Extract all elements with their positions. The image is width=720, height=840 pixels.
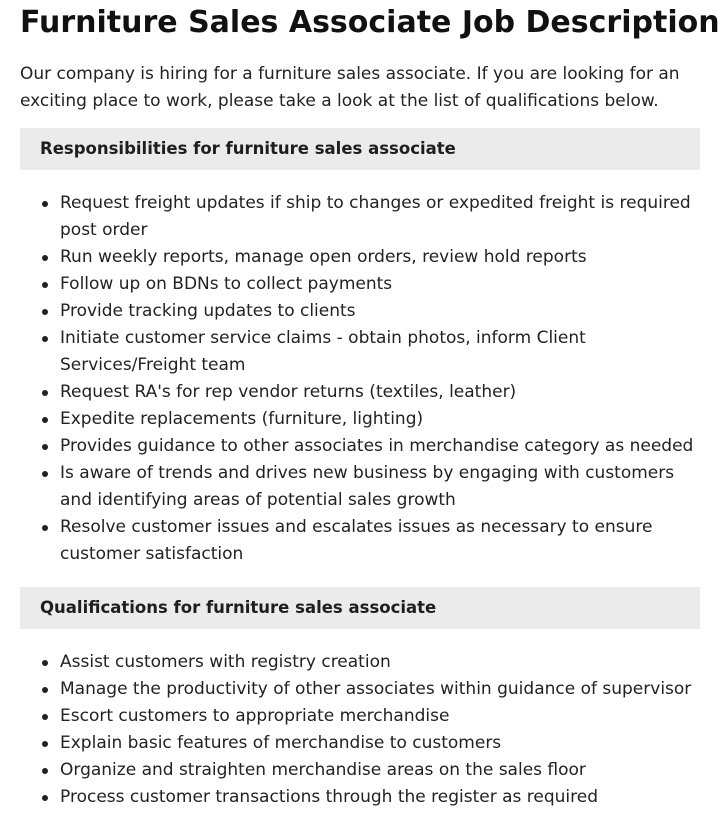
list-item-text: Follow up on BDNs to collect payments [60, 274, 393, 294]
list-item [20, 325, 700, 379]
list-item [20, 784, 700, 811]
bullet-icon [42, 795, 48, 801]
bullet-icon [42, 417, 48, 423]
bullet-icon [42, 255, 48, 261]
list-item [20, 433, 700, 460]
list-item [20, 190, 700, 244]
bullet-icon [42, 282, 48, 288]
list-item [20, 514, 700, 568]
responsibilities-heading: Responsibilities for furniture sales associate [20, 128, 700, 170]
list-item-text: Provide tracking updates to clients [60, 301, 356, 321]
list-item [20, 649, 700, 676]
list-item-text: Request RA's for rep vendor returns (textiles, leather) [60, 382, 517, 402]
bullet-icon [42, 687, 48, 693]
list-item-text: Request freight updates if ship to changes or expedited freight is required post order [60, 193, 691, 240]
bullet-icon [42, 201, 48, 207]
list-item [20, 460, 700, 514]
qualifications-list [20, 649, 700, 811]
bullet-icon [42, 444, 48, 450]
list-item-text: Manage the productivity of other associates within guidance of supervisor [60, 679, 692, 699]
bullet-icon [42, 336, 48, 342]
responsibilities-list [20, 190, 700, 568]
bullet-icon [42, 660, 48, 666]
list-item [20, 676, 700, 703]
bullet-icon [42, 309, 48, 315]
list-item-text: Process customer transactions through the register as required [60, 787, 599, 807]
list-item-text: Escort customers to appropriate merchandise [60, 706, 450, 726]
list-item [20, 703, 700, 730]
list-item [20, 730, 700, 757]
list-item-text: Explain basic features of merchandise to customers [60, 733, 502, 753]
qualifications-heading: Qualifications for furniture sales associate [20, 587, 700, 629]
bullet-icon [42, 390, 48, 396]
list-item [20, 244, 700, 271]
bullet-icon [42, 768, 48, 774]
intro-paragraph: Our company is hiring for a furniture sales associate. If you are looking for an exciting place to work, please take a look at the list of qualifications below. [20, 64, 680, 111]
page-title: Furniture Sales Associate Job Description [20, 5, 720, 40]
list-item-text: Run weekly reports, manage open orders, review hold reports [60, 247, 587, 267]
list-item-text: Provides guidance to other associates in merchandise category as needed [60, 436, 694, 456]
bullet-icon [42, 714, 48, 720]
bullet-icon [42, 525, 48, 531]
list-item-text: Organize and straighten merchandise areas on the sales floor [60, 760, 586, 780]
list-item [20, 757, 700, 784]
list-item-text: Assist customers with registry creation [60, 652, 391, 672]
list-item-text: Expedite replacements (furniture, lighting) [60, 409, 424, 429]
list-item [20, 298, 700, 325]
list-item-text: Resolve customer issues and escalates issues as necessary to ensure customer satisfaction [60, 517, 653, 564]
list-item-text: Initiate customer service claims - obtain photos, inform Client Services/Freight team [60, 328, 586, 375]
list-item [20, 379, 700, 406]
list-item [20, 406, 700, 433]
list-item [20, 271, 700, 298]
list-item-text: Is aware of trends and drives new business by engaging with customers and identifying areas of potential sales growth [60, 463, 675, 510]
bullet-icon [42, 741, 48, 747]
bullet-icon [42, 471, 48, 477]
